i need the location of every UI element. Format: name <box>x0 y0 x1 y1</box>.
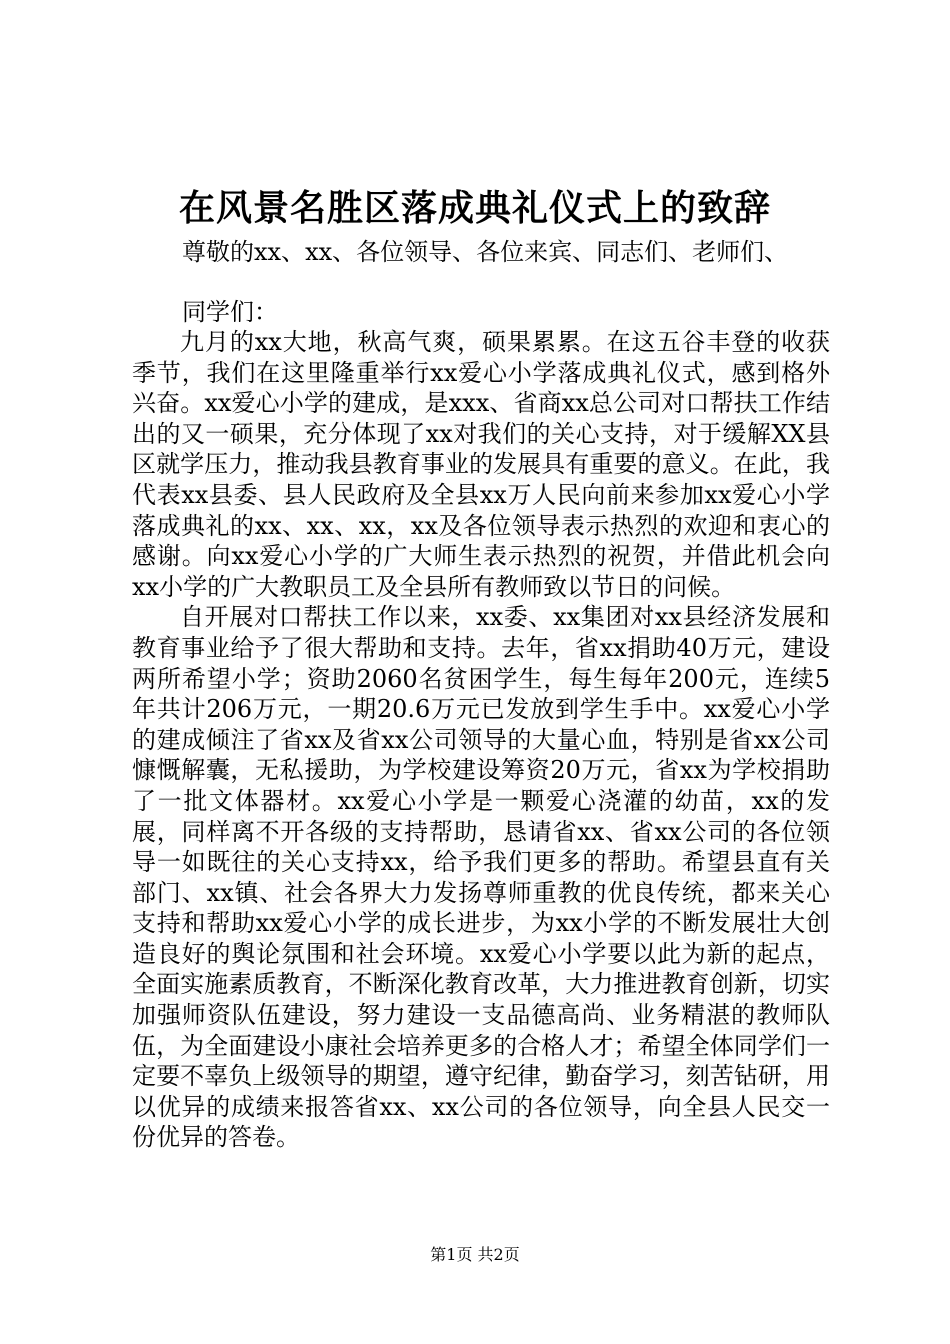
body-paragraph-1: 九月的xx大地，秋高气爽，硕果累累。在这五谷丰登的收获季节，我们在这里隆重举行xx爱心小学落成典礼仪式，感到格外兴奋。xx爱心小学的建成，是xxx、省商xx总公司对口帮扶工作结出的又一硕果，充分体现了xx对我们的关心支持，对于缓解XX县区就学压力，推动我县教育事业的发展具有重要的意义。在此，我代表xx县委、县人民政府及全县xx万人民向前来参加xx爱心小学落成典礼的xx、xx、xx，xx及各位领导表示热烈的欢迎和衷心的感谢。向xx爱心小学的广大师生表示热烈的祝贺，并借此机会向xx小学的广大教职员工及全县所有教师致以节日的问候。 <box>132 328 830 601</box>
salutation-line-2: 同学们： <box>182 298 278 326</box>
page-number-footer: 第1页 共2页 <box>430 1245 520 1264</box>
page-title: 在风景名胜区落成典礼仪式上的致辞 <box>178 187 771 229</box>
body-paragraph-2: 自开展对口帮扶工作以来，xx委、xx集团对xx县经济发展和教育事业给予了很大帮助和支持。去年，省xx捐助40万元，建设两所希望小学；资助2060名贫困学生，每生每年200元，连续5年共计206万元，一期20.6万元已发放到学生手中。xx爱心小学的建成倾注了省xx及省xx公司领导的大量心血，特别是省xx公司慷慨解囊，无私援助，为学校建设筹资20万元，省xx为学校捐助了一批文体器材。xx爱心小学是一颗爱心浇灌的幼苗，xx的发展，同样离不开各级的支持帮助，恳请省xx、省xx公司的各位领导一如既往的关心支持xx，给予我们更多的帮助。希望县直有关部门、xx镇、社会各界大力发扬尊师重教的优良传统，都来关心支持和帮助xx爱心小学的成长进步，为xx小学的不断发展壮大创造良好的舆论氛围和社会环境。xx爱心小学要以此为新的起点，全面实施素质教育，不断深化教育改革，大力推进教育创新，切实加强师资队伍建设，努力建设一支品德高尚、业务精湛的教师队伍，为全面建设小康社会培养更多的合格人才；希望全体同学们一定要不辜负上级领导的期望，遵守纪律，勤奋学习，刻苦钻研，用以优异的成绩来报答省xx、xx公司的各位领导，向全县人民交一份优异的答卷。 <box>132 603 830 1152</box>
document-body <box>132 327 830 1153</box>
salutation-line-1: 尊敬的xx、xx、各位领导、各位来宾、同志们、老师们、 <box>182 238 789 266</box>
